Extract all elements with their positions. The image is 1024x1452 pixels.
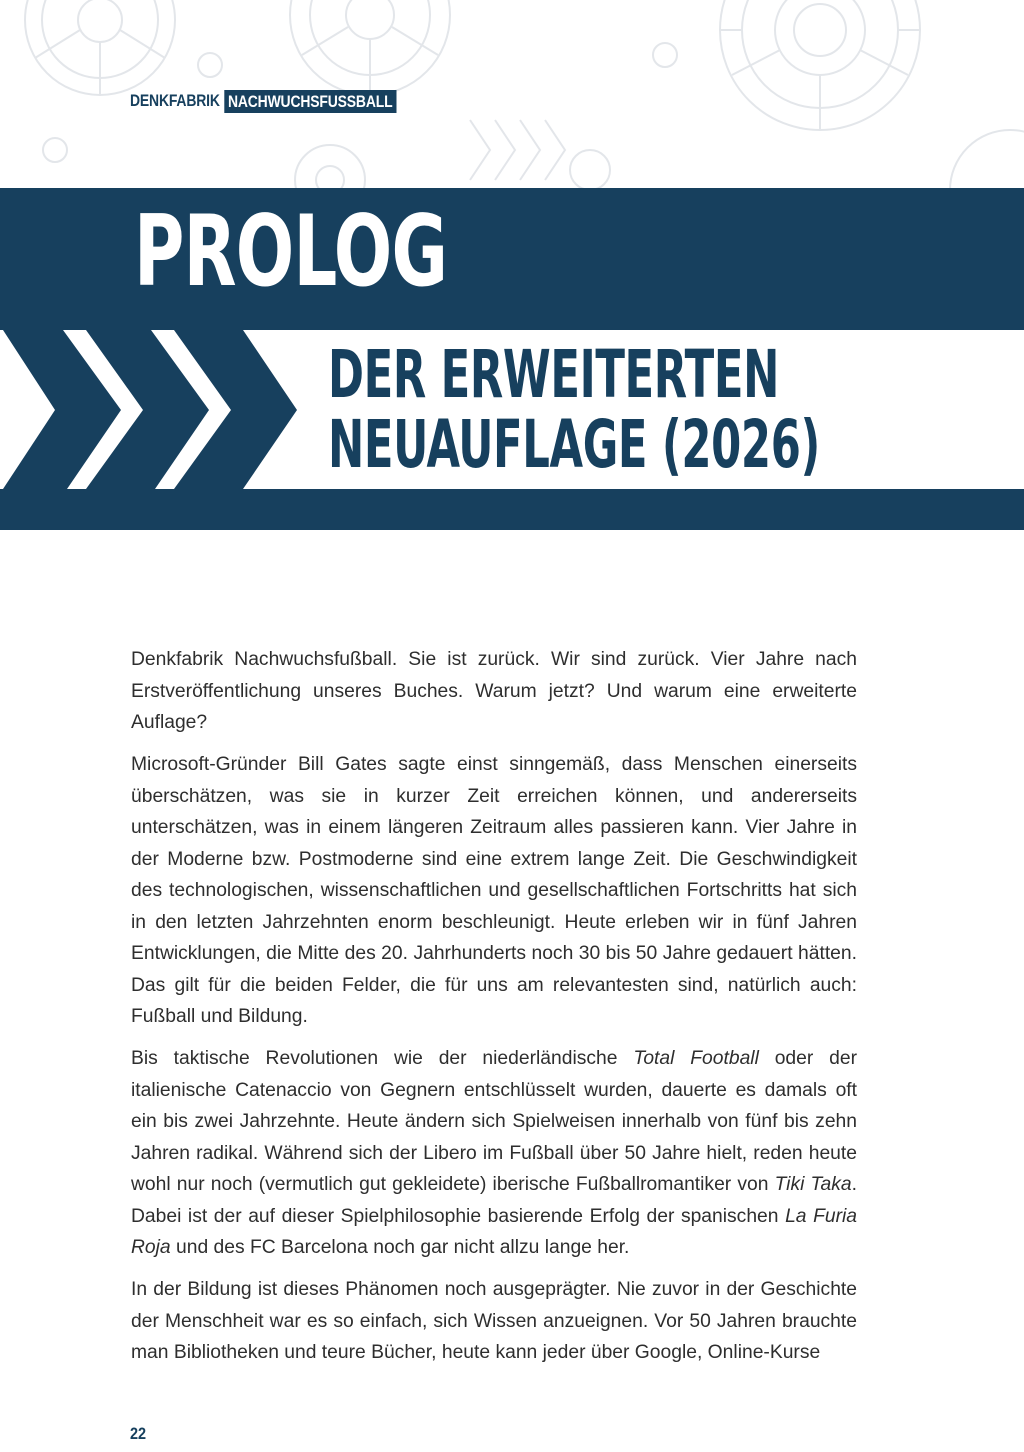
gear-icon [25,0,175,95]
gear-icon [653,43,677,67]
gear-icon [720,0,920,130]
gear-icon [290,0,450,95]
text-run: und des FC Barcelona noch gar nicht allzu lange her. [170,1237,630,1258]
gear-icon [198,53,222,77]
gear-icon [295,145,365,190]
chapter-subtitle-line: DER ERWEITERTEN [328,336,780,413]
page-number: 22 [130,1424,147,1443]
italic-term: Total Football [633,1048,759,1069]
text-run: oder der italienische Catenaccio von Gegnern entschlüsselt wurden, dauerte es damals oft ein bis zwei Jahrzehnte. Heute ändern sich Spielweisen innerhalb von fünf bis zehn Jahren radikal. Während sich der Libero im Fußball über 50 Jahre hielt, reden heute wohl nur noch (vermutlich gut gekleidete) iberische Fußballromantiker von [131,1048,857,1195]
gear-icon [316,166,344,190]
chapter-subtitle [328,336,820,483]
text-run: Bis taktische Revolutionen wie der niederländische [131,1048,634,1069]
paragraph [131,749,857,1033]
italic-term: Tiki Taka [774,1174,852,1195]
gear-icon [43,138,67,162]
gear-icon [950,130,1024,190]
running-head-brand: DENKFABRIK [130,91,220,110]
paragraph [131,1274,857,1369]
running-head [130,89,397,113]
paragraph [131,1043,857,1264]
italic-term: La Furia Roja [131,1205,857,1258]
chapter-subtitle-line: NEUAUFLAGE (2026) [328,406,820,483]
text-run: Denkfabrik Nachwuchsfußball. Sie ist zurück. Wir sind zurück. Vier Jahre nach Erstveröffentlichung unseres Buches. Warum jetzt? Und warum eine erweiterte Auflage? [131,649,857,733]
paragraph [131,644,857,739]
text-run: Microsoft-Gründer Bill Gates sagte einst sinngemäß, dass Menschen einerseits überschätzen, was sie in kurzer Zeit erreichen können, und andererseits unterschätzen, was in einem längeren Zeitraum alles passieren kann. Vier Jahre in der Moderne bzw. Postmoderne sind eine extrem lange Zeit. Die Geschwindigkeit des technologischen, wissenschaftlichen und gesellschaftlichen Fortschritts hat sich in den letzten Jahrzehnten enorm beschleunigt. Heute erleben wir in fünf Jahren Entwicklungen, die Mitte des 20. Jahrhunderts noch 30 bis 50 Jahre gedauert hätten. Das gilt für die beiden Felder, die für uns am relevantesten sind, natürlich auch: Fußball und Bildung. [131,754,857,1027]
chapter-title: PROLOG [134,195,448,309]
running-head-highlight: NACHWUCHSFUSSBALL [225,90,397,113]
gear-icon [570,150,610,190]
text-run: . Dabei ist der auf dieser Spielphilosophie basierende Erfolg der spanischen [131,1174,857,1227]
text-run: In der Bildung ist dieses Phänomen noch ausgeprägter. Nie zuvor in der Geschichte der Menschheit war es so einfach, sich Wissen anzueignen. Vor 50 Jahren brauchte man Bibliotheken und teure Bücher, heute kann jeder über Google, Online-Kurse [131,1279,857,1363]
body-text [131,644,857,1379]
